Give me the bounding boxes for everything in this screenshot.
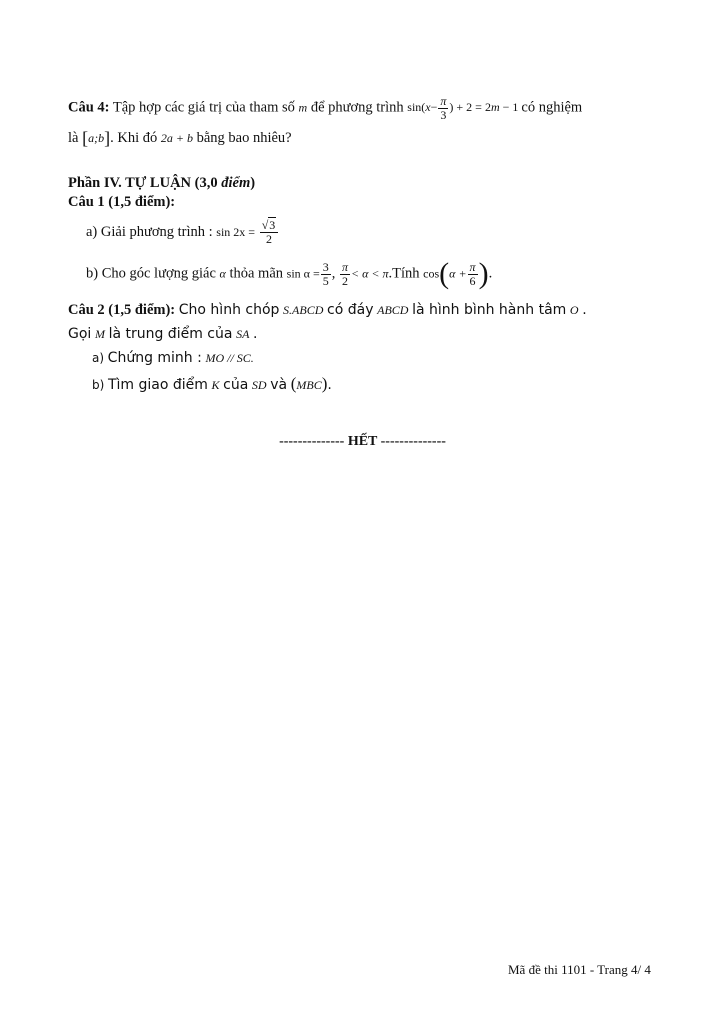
part4-heading	[68, 175, 255, 192]
q4-label: Câu 4:	[68, 99, 110, 116]
c2-t3: là hình bình hành tâm	[412, 302, 567, 318]
c1-b	[86, 259, 492, 289]
c1-b-frac2	[340, 261, 350, 288]
q4-interval-open: [	[82, 128, 89, 148]
c1-a-sqrt-val: 3	[269, 218, 276, 232]
q4-line2	[68, 128, 292, 149]
q4-eq-m: m	[490, 100, 500, 115]
c1-b-cos: cos	[423, 266, 440, 281]
c2-o: O	[569, 303, 579, 317]
c1-b-frac3-den: 6	[469, 273, 476, 288]
c2-m: M	[94, 327, 105, 341]
c2-a-math: MO // SC.	[205, 351, 254, 365]
c2-b-end: .	[327, 377, 332, 393]
q4-eq-minus: −	[430, 100, 438, 115]
c1-b-frac1-den: 5	[322, 273, 329, 288]
c2-g2: là trung điểm của	[108, 326, 233, 342]
q4-var-m: m	[298, 100, 308, 115]
c2-va: và	[270, 377, 288, 393]
c2-g1: Gọi	[68, 326, 92, 342]
q4-eq-rest: ) + 2 = 2	[449, 100, 491, 115]
q4-frac-den: 3	[440, 108, 447, 122]
c1-a-text: a) Giải phương trình :	[86, 223, 213, 240]
c2-t2: có đáy	[327, 302, 374, 318]
part4-heading-close: )	[250, 175, 256, 191]
part4-heading-italic: điểm	[221, 175, 251, 191]
q4-line2-end: bằng bao nhiêu?	[196, 130, 292, 146]
c2-t1: Cho hình chóp	[178, 302, 280, 318]
c1-a-frac	[260, 219, 279, 246]
q4-eq-sin: sin(	[407, 100, 426, 115]
c1-a	[86, 219, 279, 246]
c1-a-eq: sin 2x =	[216, 224, 256, 239]
q4-line1	[68, 95, 582, 122]
q4-interval-inner: a;b	[88, 131, 105, 145]
q4-text-tail: có nghiệm	[521, 99, 583, 116]
c1-label: Câu 1 (1,5 điểm):	[68, 194, 176, 210]
c2-sd: SD	[251, 378, 267, 392]
paren-left-icon: (	[439, 257, 450, 290]
c1-b-ineq: < α < π	[350, 266, 389, 281]
c1-b-frac3-num: π	[469, 259, 476, 274]
c2-a-text: Chứng minh :	[107, 350, 202, 366]
c1-b-frac1	[321, 261, 331, 288]
c1-a-frac-num	[260, 219, 279, 233]
c2-sa: SA	[236, 327, 250, 341]
c1-b-text: b) Cho góc lượng giác	[86, 265, 216, 282]
q4-eq-end: − 1	[499, 100, 519, 115]
c2-sabcd: S.ABCD	[283, 303, 324, 317]
c2-abcd: ABCD	[377, 303, 409, 317]
c2-a-label: a)	[92, 351, 105, 365]
end-mark: -------------- HẾT --------------	[279, 434, 446, 449]
c2-k: K	[211, 378, 220, 392]
c1-b-thoa: thỏa mãn	[229, 265, 284, 282]
c1-b-frac2-den: 2	[341, 273, 348, 288]
q4-eq-x: x	[425, 100, 431, 115]
c2-line2	[68, 326, 257, 343]
c1-b-alpha: α	[219, 266, 226, 281]
q4-frac	[438, 95, 448, 122]
c2-a	[92, 350, 254, 367]
c1-b-frac2-num: π	[341, 259, 348, 274]
q4-equation	[407, 94, 521, 122]
c2-b	[92, 374, 332, 394]
q4-text-b: để phương trình	[310, 99, 404, 116]
q4-khi-do: . Khi đó	[110, 130, 158, 146]
c1-a-frac-den: 2	[266, 232, 272, 246]
q4-text-a: Tập hợp các giá trị của tham số	[112, 99, 295, 116]
part4-heading-text: Phần IV. TỰ LUẬN (3,0	[68, 175, 218, 191]
paren-right-icon: )	[478, 257, 489, 290]
q4-expr: 2a + b	[160, 131, 193, 145]
c2-mbc: MBC	[296, 378, 322, 392]
sqrt-symbol: √3	[261, 218, 276, 232]
q4-interval-close: ]	[104, 128, 111, 148]
c1-b-tinh: .Tính	[388, 265, 420, 282]
paren-open-icon: (	[290, 374, 297, 393]
c2-b-text: Tìm giao điểm	[107, 377, 208, 393]
c2-g3: .	[253, 326, 258, 342]
c2-b-label: b)	[92, 378, 105, 392]
page-footer: Mã đề thi 1101 - Trang 4/ 4	[508, 962, 651, 977]
c1-b-sin: sin α =	[286, 266, 320, 281]
c1-b-frac3	[468, 261, 478, 288]
q4-frac-num: π	[440, 94, 447, 108]
c1-b-dot: .	[488, 265, 493, 282]
c2-line1	[68, 302, 587, 319]
c2-cua: của	[223, 377, 249, 393]
paren-close-icon: )	[321, 374, 328, 393]
c1-b-alpha-plus: α +	[449, 266, 467, 281]
c2-t4: .	[582, 302, 587, 318]
c1-b-comma: ,	[331, 265, 336, 282]
q4-la: là	[68, 130, 79, 146]
c1-b-frac1-num: 3	[322, 259, 329, 274]
c2-label: Câu 2 (1,5 điểm):	[68, 302, 176, 318]
